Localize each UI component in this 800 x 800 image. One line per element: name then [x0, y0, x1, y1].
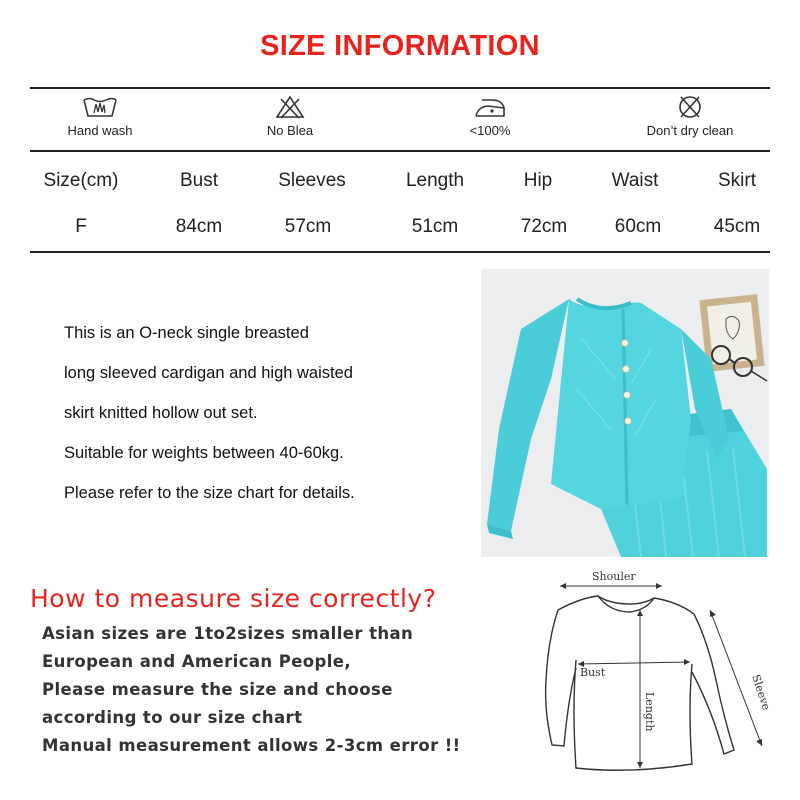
- sleeve-measure: [710, 610, 773, 746]
- sleeve-label: Sleeve: [749, 672, 773, 712]
- skirt-header: Skirt: [718, 170, 756, 191]
- measure-note: European and American People,: [42, 652, 352, 671]
- care-hand-wash: [20, 94, 180, 138]
- measure-heading: How to measure size correctly?: [30, 584, 437, 613]
- measurement-diagram: [530, 560, 790, 795]
- hip-value: 72cm: [520, 216, 568, 237]
- divider-bottom: [30, 251, 770, 253]
- hand-wash-icon: [80, 94, 120, 120]
- bust-measure: [578, 659, 690, 679]
- iron-icon: [470, 94, 510, 120]
- measure-note: according to our size chart: [42, 708, 303, 727]
- page-title: SIZE INFORMATION: [260, 30, 540, 62]
- no-dry-clean-icon: [670, 94, 710, 120]
- care-label: No Blea: [266, 123, 314, 138]
- waist-value: 60cm: [614, 216, 662, 237]
- care-iron: [410, 94, 570, 138]
- measure-note: Please measure the size and choose: [42, 680, 393, 699]
- description-line: Suitable for weights between 40-60kg.: [64, 444, 344, 462]
- care-no-dry-clean: [610, 94, 770, 138]
- measure-note: Asian sizes are 1to2sizes smaller than: [42, 624, 414, 643]
- description-line: long sleeved cardigan and high waisted: [64, 364, 353, 382]
- description-line: This is an O-neck single breasted: [64, 324, 309, 342]
- bust-value: 84cm: [175, 216, 223, 237]
- skirt-value: 45cm: [713, 216, 761, 237]
- size-value: F: [75, 216, 87, 237]
- length-header: Length: [405, 170, 465, 191]
- divider-top: [30, 87, 770, 89]
- bust-header: Bust: [179, 170, 219, 191]
- length-label: Length: [643, 692, 656, 732]
- length-value: 51cm: [411, 216, 459, 237]
- shoulder-measure: [560, 570, 662, 589]
- size-header: Size(cm): [43, 170, 119, 191]
- description-line: skirt knitted hollow out set.: [64, 404, 258, 422]
- product-photo: [481, 269, 769, 557]
- bust-label: Bust: [580, 666, 606, 679]
- care-no-bleach: [210, 94, 370, 138]
- length-measure: [637, 610, 656, 768]
- description-line: Please refer to the size chart for details.: [64, 484, 355, 502]
- divider-middle: [30, 150, 770, 152]
- waist-header: Waist: [611, 170, 659, 191]
- sleeves-header: Sleeves: [278, 170, 346, 191]
- care-label: Hand wash: [67, 123, 133, 138]
- care-label: Don’t dry clean: [646, 123, 734, 138]
- hip-header: Hip: [523, 170, 553, 191]
- no-bleach-icon: [270, 94, 310, 120]
- measure-note: Manual measurement allows 2-3cm error !!: [42, 736, 461, 755]
- sleeves-value: 57cm: [284, 216, 332, 237]
- care-label: <100%: [469, 123, 511, 138]
- shoulder-label: Shouler: [592, 570, 636, 583]
